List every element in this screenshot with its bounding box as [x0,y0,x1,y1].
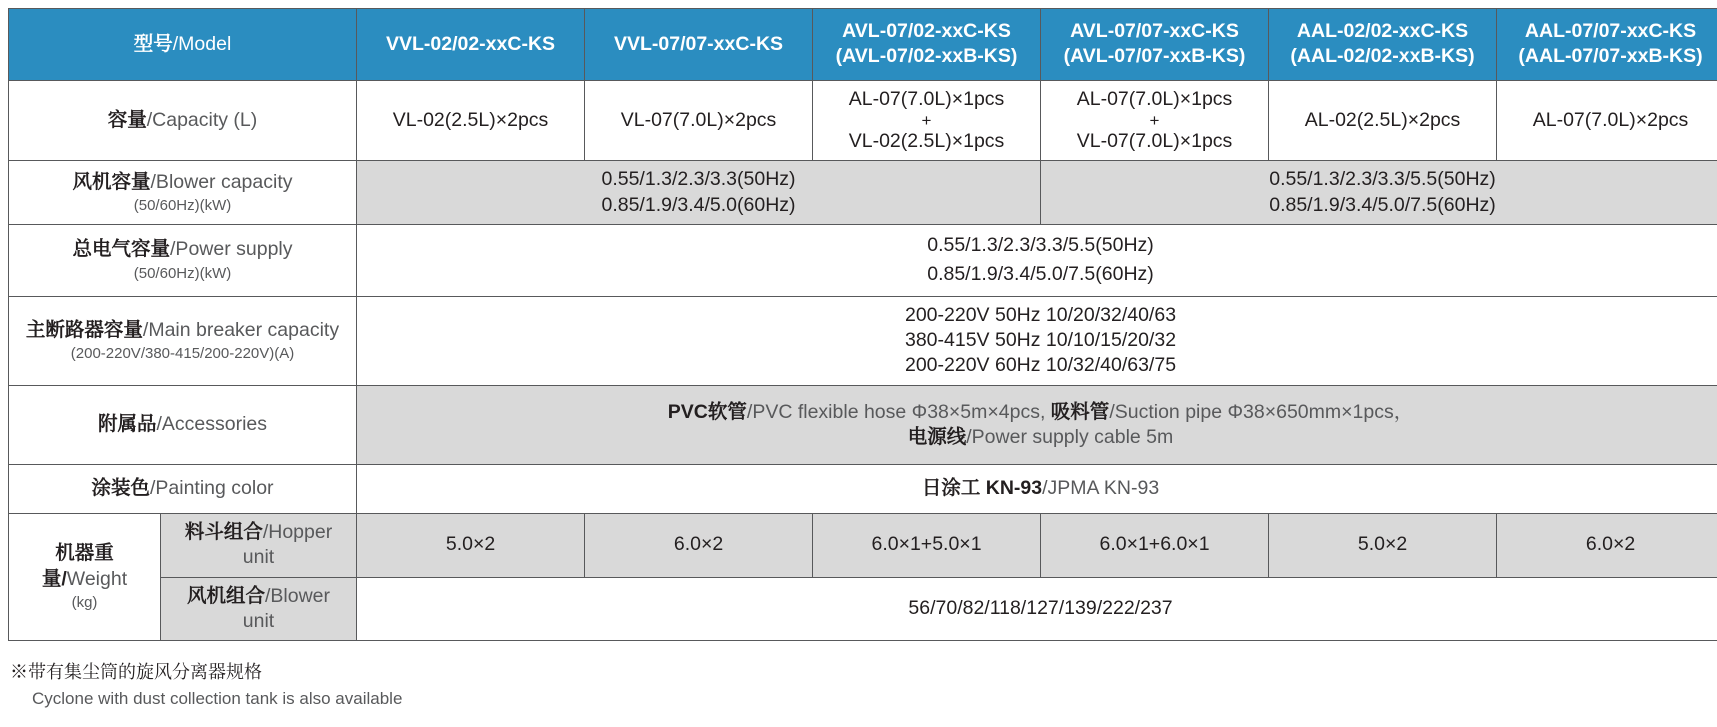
weight-label: 机器重量/Weight (kg) [9,513,161,640]
header-model-4: AVL-07/07-xxC-KS (AVL-07/07-xxB-KS) [1041,9,1269,81]
specifications-table [8,8,1717,641]
row-power-supply [9,225,1717,297]
accessories-label: 附属品/Accessories [9,385,357,465]
blower-capacity-label: 风机容量/Blower capacity (50/60Hz)(kW) [9,161,357,225]
row-accessories [9,385,1717,465]
row-capacity [9,80,1717,161]
header-model-3: AVL-07/02-xxC-KS (AVL-07/02-xxB-KS) [813,9,1041,81]
capacity-value-3: AL-07(7.0L)×1pcs + VL-02(2.5L)×1pcs [813,80,1041,161]
spec-sheet-page [0,8,1717,727]
row-blower-capacity [9,161,1717,225]
main-breaker-label: 主断路器容量/Main breaker capacity (200-220V/380-415/200-220V)(A) [9,296,357,385]
blower-capacity-left: 0.55/1.3/2.3/3.3(50Hz) 0.85/1.9/3.4/5.0(60Hz) [357,161,1041,225]
power-supply-value: 0.55/1.3/2.3/3.3/5.5(50Hz) 0.85/1.9/3.4/5.0/7.5(60Hz) [357,225,1717,297]
weight-blower-label: 风机组合/Blower unit [161,577,357,641]
weight-hopper-value-6: 6.0×2 [1497,513,1717,577]
capacity-value-2: VL-07(7.0L)×2pcs [585,80,813,161]
row-weight-hopper [9,513,1717,577]
footnote [10,659,1717,712]
capacity-value-6: AL-07(7.0L)×2pcs [1497,80,1717,161]
header-model-6: AAL-07/07-xxC-KS (AAL-07/07-xxB-KS) [1497,9,1717,81]
accessories-value: PVC软管/PVC flexible hose Φ38×5m×4pcs, 吸料管/Suction pipe Φ38×650mm×1pcs， 电源线/Power supply cable 5m [357,385,1717,465]
capacity-value-4: AL-07(7.0L)×1pcs + VL-07(7.0L)×1pcs [1041,80,1269,161]
header-model-label: 型号/Model [9,9,357,81]
weight-hopper-value-3: 6.0×1+5.0×1 [813,513,1041,577]
weight-hopper-value-2: 6.0×2 [585,513,813,577]
weight-hopper-value-1: 5.0×2 [357,513,585,577]
capacity-label: 容量/Capacity (L) [9,80,357,161]
capacity-value-5: AL-02(2.5L)×2pcs [1269,80,1497,161]
row-weight-blower [9,577,1717,641]
main-breaker-value: 200-220V 50Hz 10/20/32/40/63 380-415V 50Hz 10/10/15/20/32 200-220V 60Hz 10/32/40/63/75 [357,296,1717,385]
header-model-5: AAL-02/02-xxC-KS (AAL-02/02-xxB-KS) [1269,9,1497,81]
header-model-2: VVL-07/07-xxC-KS [585,9,813,81]
row-main-breaker [9,296,1717,385]
power-supply-label: 总电气容量/Power supply (50/60Hz)(kW) [9,225,357,297]
blower-capacity-right: 0.55/1.3/2.3/3.3/5.5(50Hz) 0.85/1.9/3.4/5.0/7.5(60Hz) [1041,161,1717,225]
painting-color-value: 日涂工 KN-93/JPMA KN-93 [357,465,1717,513]
weight-hopper-value-4: 6.0×1+6.0×1 [1041,513,1269,577]
row-painting-color [9,465,1717,513]
weight-blower-value: 56/70/82/118/127/139/222/237 [357,577,1717,641]
table-header-row [9,9,1717,81]
painting-color-label: 涂装色/Painting color [9,465,357,513]
weight-hopper-value-5: 5.0×2 [1269,513,1497,577]
header-model-1: VVL-02/02-xxC-KS [357,9,585,81]
footnote-cn: ※带有集尘筒的旋风分离器规格 [10,662,262,682]
footnote-en: Cyclone with dust collection tank is also available [32,686,1717,712]
weight-hopper-label: 料斗组合/Hopper unit [161,513,357,577]
capacity-value-1: VL-02(2.5L)×2pcs [357,80,585,161]
